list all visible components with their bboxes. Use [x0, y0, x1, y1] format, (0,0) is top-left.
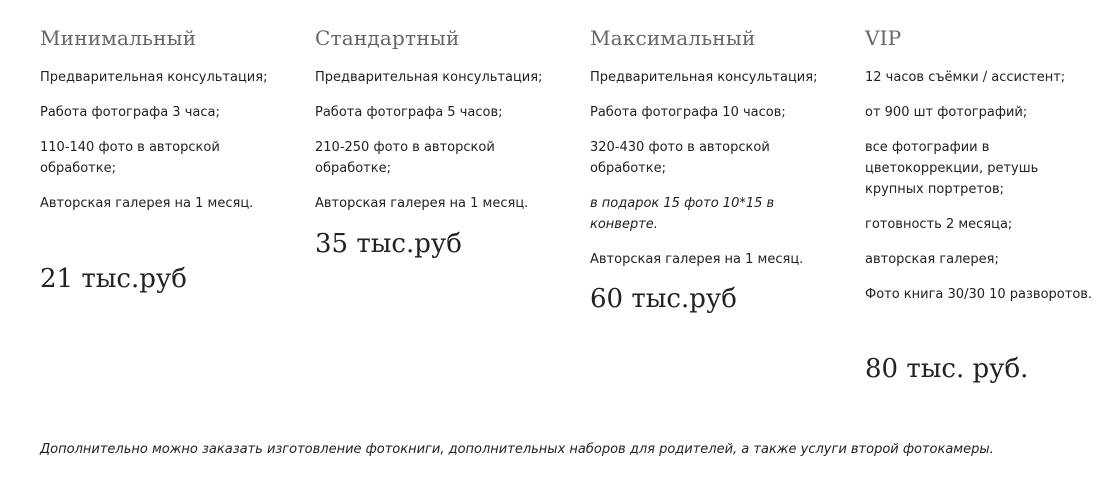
plan-feature: Предварительная консультация;	[40, 70, 268, 85]
plan-price: 60 тыс.руб	[590, 284, 737, 314]
plan-feature: 12 часов съёмки / ассистент;	[865, 70, 1066, 85]
plan-feature: все фотографии в цветокоррекции, ретушь крупных портретов;	[865, 140, 1039, 197]
plan-feature: Работа фотографа 10 часов;	[590, 105, 786, 120]
plan-feature: Фото книга 30/30 10 разворотов.	[865, 287, 1093, 302]
plan-price: 35 тыс.руб	[315, 229, 462, 259]
plan-feature: Авторская галерея на 1 месяц.	[40, 196, 254, 211]
plan-title: Минимальный	[40, 26, 197, 50]
plan-feature: Предварительная консультация;	[590, 70, 818, 85]
additional-services-note: Дополнительно можно заказать изготовление фотокниги, дополнительных наборов для родителей, а также услуги второй фотокамеры.	[40, 442, 994, 457]
plan-feature: 210-250 фото в авторской обработке;	[315, 140, 495, 176]
plan-feature: 320-430 фото в авторской обработке;	[590, 140, 770, 176]
plan-feature: Авторская галерея на 1 месяц.	[590, 252, 804, 267]
plan-title: Стандартный	[315, 26, 460, 50]
plan-title: Максимальный	[590, 26, 756, 50]
plan-gift-note: в подарок 15 фото 10*15 в конверте.	[590, 196, 775, 232]
plan-price: 21 тыс.руб	[40, 264, 187, 294]
plan-feature: Авторская галерея на 1 месяц.	[315, 196, 529, 211]
plan-feature: от 900 шт фотографий;	[865, 105, 1028, 120]
plan-feature: готовность 2 месяца;	[865, 217, 1013, 232]
plan-title: VIP	[865, 26, 902, 50]
plan-price: 80 тыс. руб.	[865, 354, 1029, 384]
plan-feature: авторская галерея;	[865, 252, 999, 267]
plan-feature: 110-140 фото в авторской обработке;	[40, 140, 220, 176]
plan-feature: Предварительная консультация;	[315, 70, 543, 85]
plan-feature: Работа фотографа 3 часа;	[40, 105, 220, 120]
plan-feature: Работа фотографа 5 часов;	[315, 105, 503, 120]
